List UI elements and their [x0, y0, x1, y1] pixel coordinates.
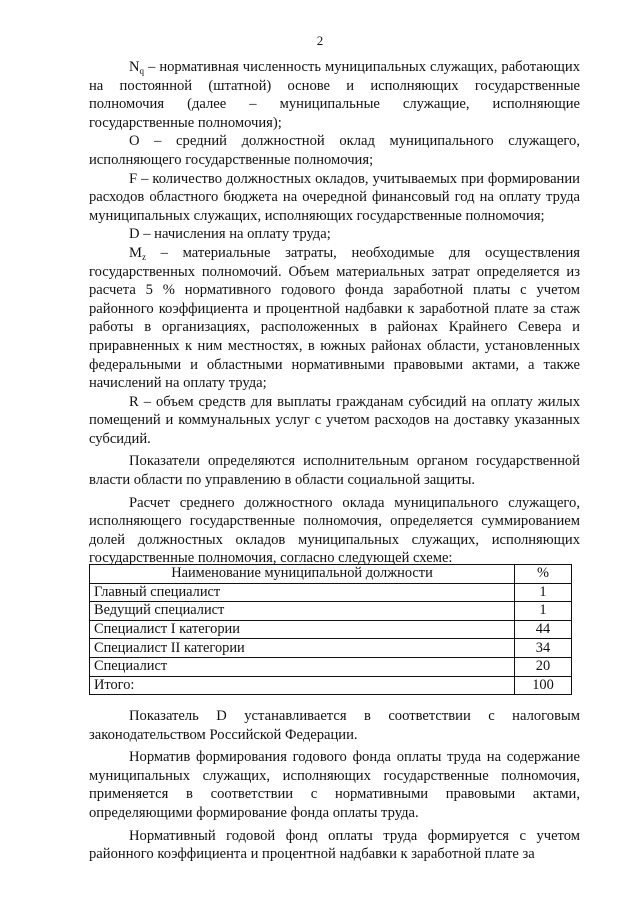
position-percent: 20 — [515, 657, 572, 676]
definition-o: O – средний должностной оклад муниципального служащего, исполняющего государственные полномочия; — [89, 133, 580, 168]
definition-r: R – объем средств для выплаты гражданам субсидий на оплату жилых помещений и коммунальных услуг с учетом расходов на доставку указанных субсидий. — [89, 393, 580, 447]
position-name: Ведущий специалист — [90, 602, 515, 621]
table-row — [90, 602, 572, 621]
symbol-subscript: z — [141, 251, 146, 262]
definition-text: – нормативная численность муниципальных служащих, работающих на постоянной (штатной) основе и исполняющих государственные полномочия (далее – муниципальные служащие, исполняющие государственные полномочия); — [89, 59, 580, 131]
page-number: 2 — [316, 33, 324, 48]
position-percent: 34 — [515, 639, 572, 658]
position-percent: 44 — [515, 620, 572, 639]
paragraph: Нормативный годовой фонд оплаты труда формируется с учетом районного коэффициента и процентной надбавки к заработной плате за — [89, 827, 580, 863]
table-row — [90, 620, 572, 639]
position-name: Главный специалист — [90, 583, 515, 602]
table-row — [90, 583, 572, 602]
table-total-row — [90, 676, 572, 695]
definition-d: D – начисления на оплату труда; — [129, 226, 331, 243]
column-header-position: Наименование муниципальной должности — [90, 565, 515, 584]
definition-f: F – количество должностных окладов, учитываемых при формировании расходов областного бюджета на очередной финансовый год на оплату труда муниципальных служащих, исполняющих государственные полномочия; — [89, 170, 580, 224]
position-name: Специалист I категории — [90, 620, 515, 639]
position-name: Специалист II категории — [90, 639, 515, 658]
definition-nq — [89, 58, 580, 132]
symbol-subscript: q — [139, 66, 145, 76]
position-percent: 1 — [515, 602, 572, 621]
paragraph: Расчет среднего должностного оклада муниципального служащего, исполняющего государственные полномочия, определяется суммированием долей должностных окладов муниципальных служащих, исполняющих государственные полномочия, согласно следующей схеме: — [89, 494, 580, 567]
paragraph: Показатель D устанавливается в соответствии с налоговым законодательством Российской Федерации. — [89, 708, 580, 743]
symbol: N — [129, 59, 140, 75]
paragraph: Показатели определяются исполнительным органом государственной власти области по управлению в области социальной защиты. — [89, 453, 580, 489]
definition-mz — [89, 244, 580, 393]
table-row — [90, 657, 572, 676]
symbol: M — [129, 244, 142, 261]
position-name: Специалист — [90, 657, 515, 676]
total-percent: 100 — [515, 676, 572, 695]
table-header-row — [90, 565, 572, 584]
position-percent: 1 — [515, 583, 572, 602]
total-label: Итого: — [90, 676, 515, 695]
document-body-continued — [89, 707, 580, 864]
document-body — [89, 58, 580, 568]
column-header-percent: % — [515, 565, 572, 584]
paragraph: Норматив формирования годового фонда оплаты труда на содержание муниципальных служащих, исполняющих государственные полномочия, применяется в соответствии с нормативными правовыми актами, определяющими формирование фонда оплаты труда. — [89, 749, 580, 821]
position-share-table — [89, 564, 572, 695]
table-row — [90, 639, 572, 658]
definition-text: – материальные затраты, необходимые для осуществления государственных полномочий. Объем материальных затрат определяется из расчета 5 % нормативного годового фонда заработной платы с учетом районного коэффициента и процентной надбавки к заработной плате за стаж работы в организациях, расположенных в районах Крайнего Севера и приравненных к ним местностях, в южных районах области, установленных федеральными и областными нормативными правовыми актами, а также начислений на оплату труда; — [89, 244, 580, 392]
